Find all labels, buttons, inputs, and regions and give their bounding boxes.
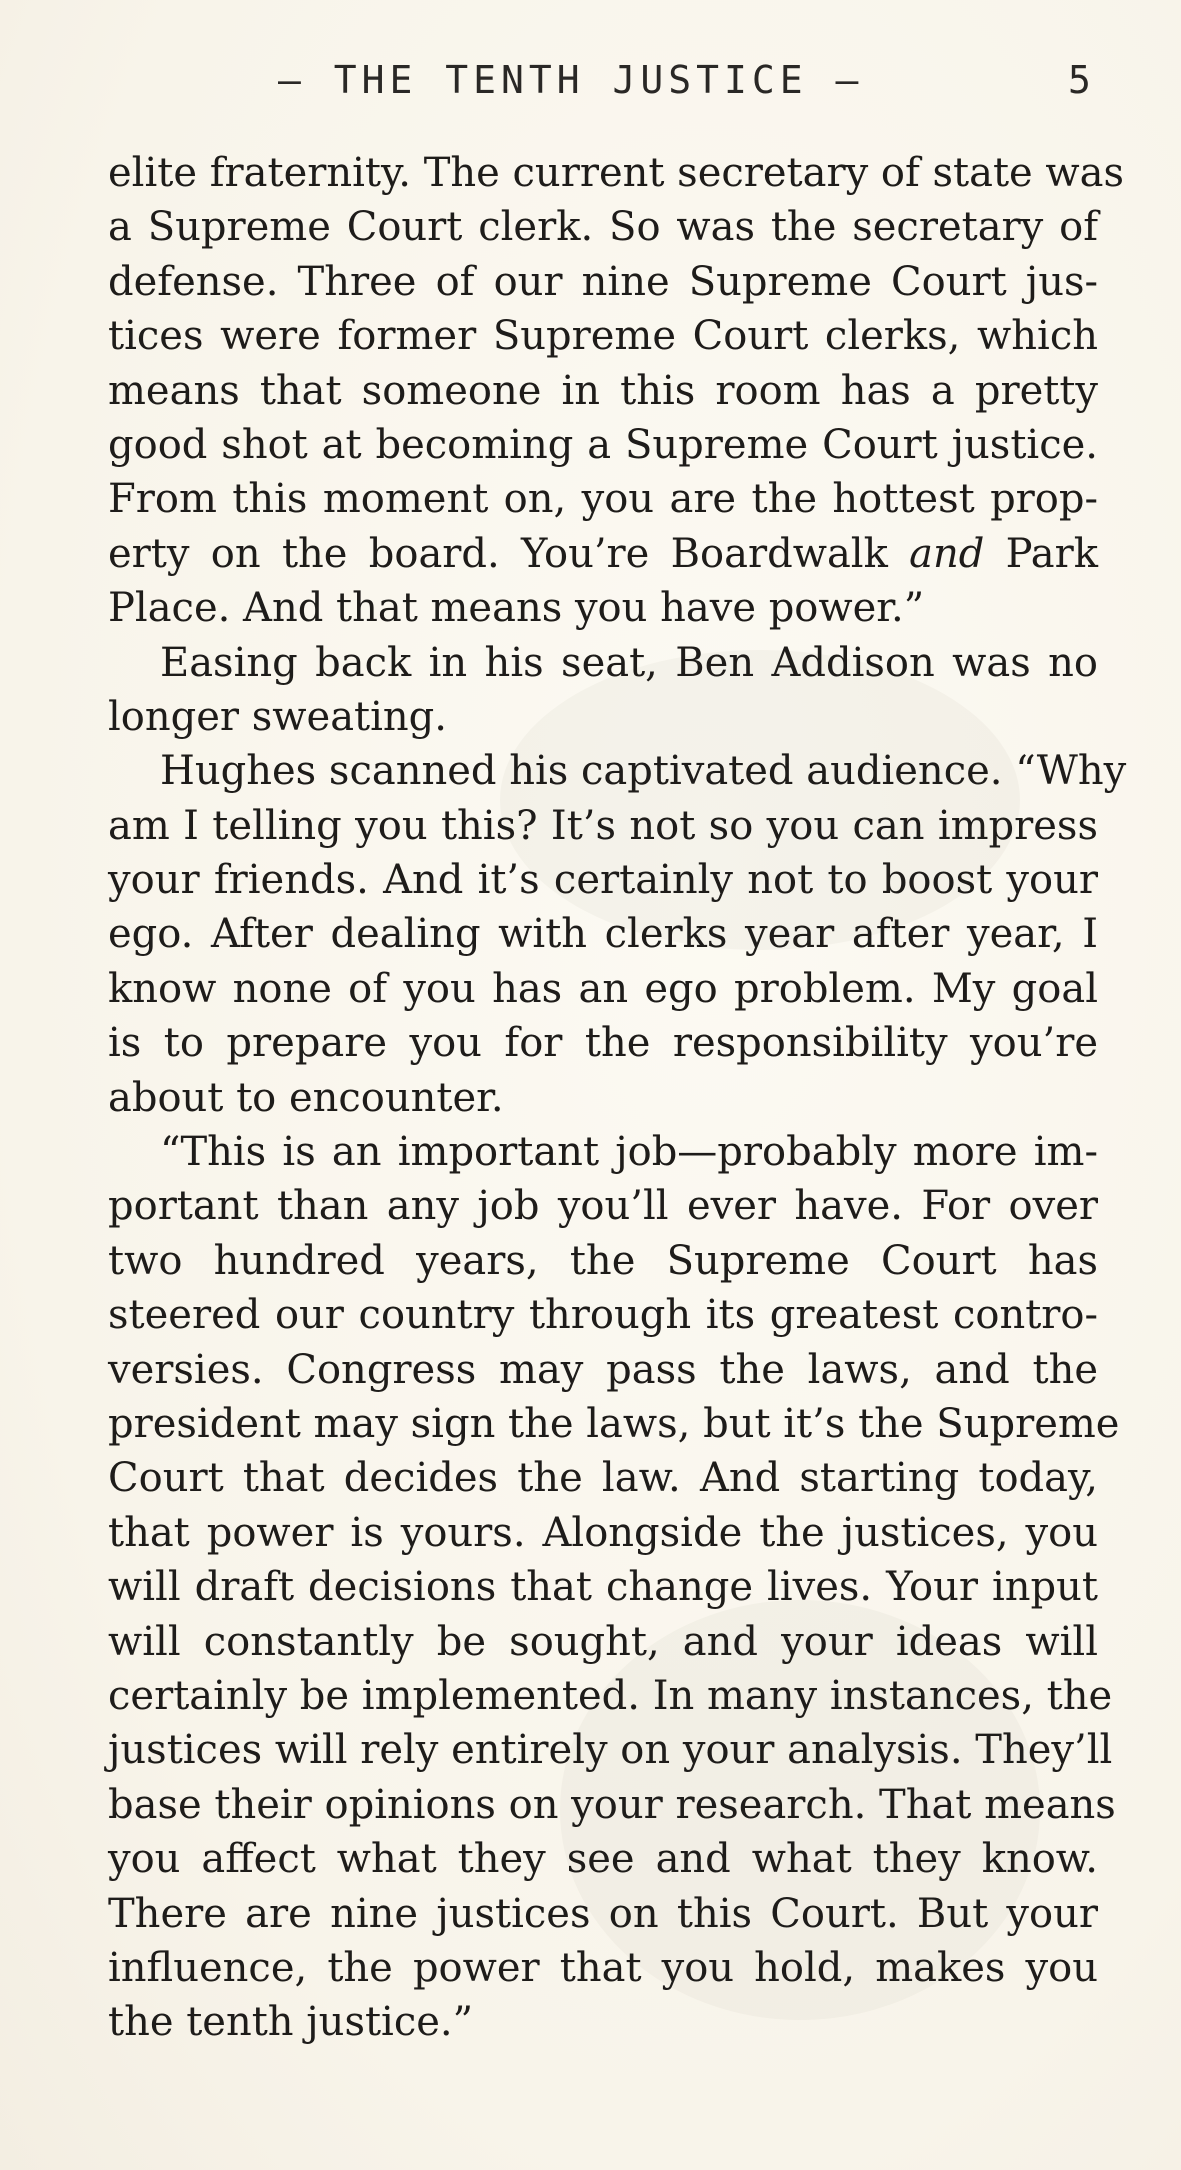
text-line: is to prepare you for the responsibility you’re	[108, 1020, 1098, 1067]
text-line: certainly be implemented. In many instances, the	[108, 1672, 1113, 1719]
text-line: portant than any job you’ll ever have. For over	[108, 1183, 1098, 1230]
text-line: ego. After dealing with clerks year after year, I	[108, 911, 1098, 958]
text-line: Easing back in his seat, Ben Addison was no	[160, 639, 1098, 686]
text-line: versies. Congress may pass the laws, and the	[108, 1346, 1098, 1393]
body-text	[108, 146, 1127, 2050]
text-line: Place. And that means you have power.”	[108, 585, 925, 632]
text-line: two hundred years, the Supreme Court has	[108, 1237, 1098, 1284]
text-line: longer sweating.	[108, 693, 447, 740]
text-line: Hughes scanned his captivated audience. “Why	[160, 748, 1127, 795]
text-line: your friends. And it’s certainly not to boost your	[108, 857, 1098, 904]
text-line: “This is an important job—probably more im-	[160, 1129, 1098, 1176]
text-line: am I telling you this? It’s not so you can impress	[108, 802, 1098, 849]
text-line: tices were former Supreme Court clerks, which	[108, 313, 1098, 360]
text-line: a Supreme Court clerk. So was the secretary of	[108, 204, 1098, 251]
text-line: you affect what they see and what they know.	[108, 1836, 1098, 1883]
text-line: good shot at becoming a Supreme Court justice.	[108, 421, 1098, 468]
page-number: 5	[1068, 58, 1096, 102]
text-line: elite fraternity. The current secretary of state was	[108, 150, 1125, 196]
text-line: about to encounter.	[108, 1074, 504, 1121]
text-line: that power is yours. Alongside the justices, you	[108, 1509, 1098, 1556]
text-line: the tenth justice.”	[108, 1999, 474, 2046]
text-line: justices will rely entirely on your analysis. They’ll	[108, 1727, 1113, 1774]
text-line: From this moment on, you are the hottest prop-	[108, 476, 1098, 523]
text-line: will draft decisions that change lives. Your input	[108, 1564, 1098, 1611]
running-head	[0, 58, 1181, 118]
text-line: There are nine justices on this Court. But your	[108, 1890, 1098, 1937]
text-line: influence, the power that you hold, makes you	[108, 1944, 1098, 1991]
text-line: means that someone in this room has a pretty	[108, 367, 1098, 414]
text-line: base their opinions on your research. That means	[108, 1781, 1116, 1828]
text-line: erty on the board. You’re Boardwalk and Park	[108, 530, 1098, 577]
text-line: will constantly be sought, and your ideas will	[108, 1618, 1098, 1665]
emphasized-word: and	[909, 530, 985, 577]
text-line: defense. Three of our nine Supreme Court jus-	[108, 258, 1098, 305]
running-title: – THE TENTH JUSTICE –	[278, 58, 864, 102]
text-line: president may sign the laws, but it’s the Supreme	[108, 1400, 1120, 1447]
text-line: steered our country through its greatest contro-	[108, 1292, 1098, 1339]
text-line: know none of you has an ego problem. My goal	[108, 965, 1098, 1012]
text-line: Court that decides the law. And starting today,	[108, 1455, 1098, 1502]
